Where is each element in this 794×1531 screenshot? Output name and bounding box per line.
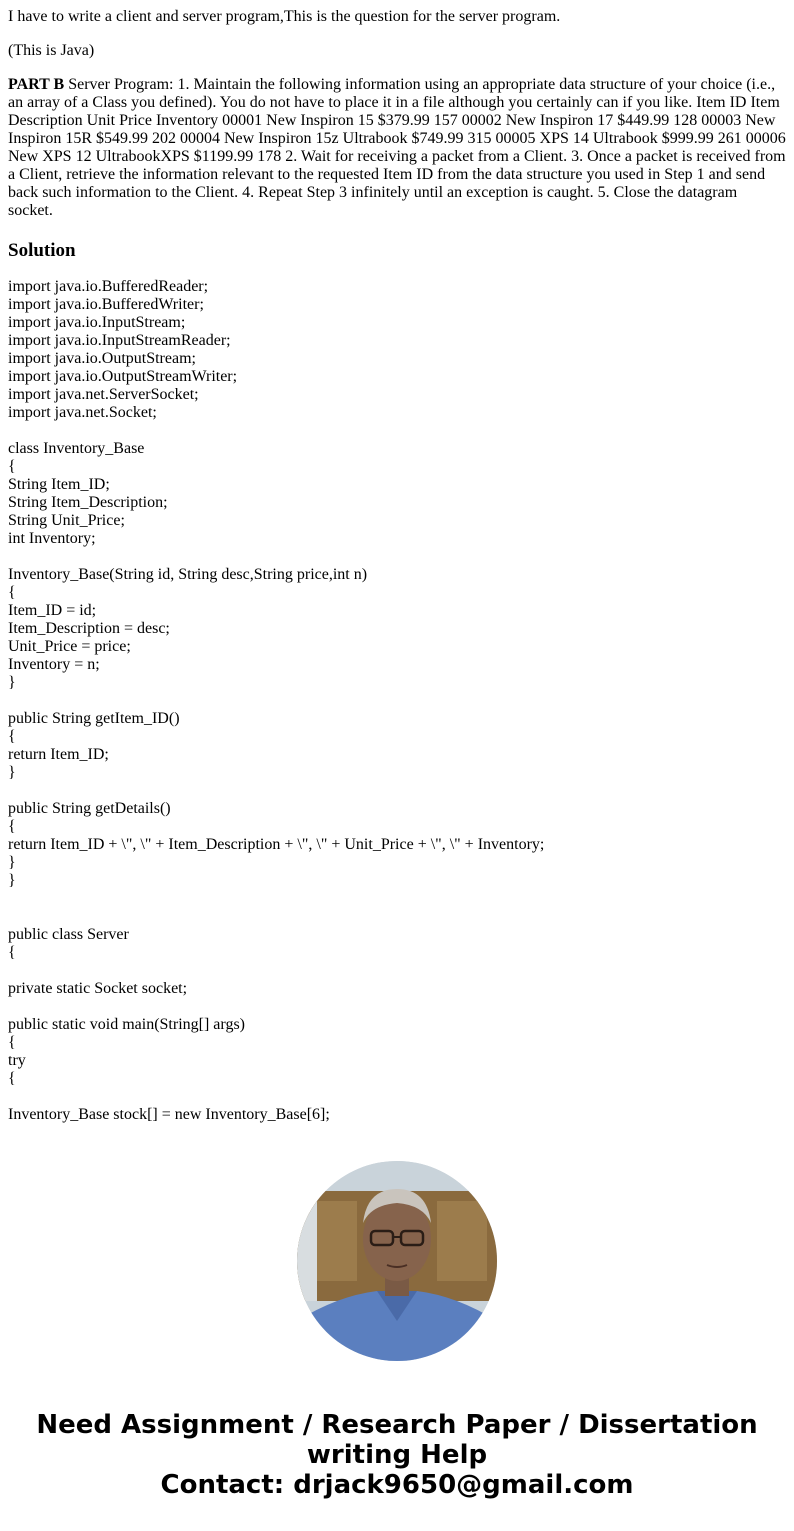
- code-line: import java.net.Socket;: [8, 404, 157, 421]
- code-line: return Item_ID + \", \" + Item_Description + \", \" + Unit_Price + \", \" + Inventory;: [8, 836, 545, 853]
- solution-heading: Solution: [8, 240, 76, 261]
- code-line: return Item_ID;: [8, 746, 109, 763]
- code-line: import java.io.OutputStreamWriter;: [8, 368, 238, 385]
- promo-contact: Contact: drjack9650@gmail.com: [160, 1470, 634, 1500]
- code-line: class Inventory_Base: [8, 440, 145, 457]
- code-line: }: [8, 872, 16, 889]
- part-label: PART B: [8, 76, 65, 93]
- code-line: try: [8, 1052, 26, 1069]
- code-blank-line: [8, 548, 786, 566]
- code-line: Inventory_Base(String id, String desc,String price,int n): [8, 566, 368, 583]
- code-line: {: [8, 458, 16, 475]
- code-line: String Item_Description;: [8, 494, 168, 511]
- code-line: int Inventory;: [8, 530, 96, 547]
- code-line: import java.io.BufferedWriter;: [8, 296, 204, 313]
- code-blank-line: [8, 890, 786, 908]
- code-blank-line: [8, 692, 786, 710]
- code-line: import java.io.OutputStream;: [8, 350, 196, 367]
- author-portrait-image: [297, 1161, 497, 1361]
- code-line: Item_Description = desc;: [8, 620, 170, 637]
- question-intro: I have to write a client and server program,This is the question for the server program.: [8, 8, 561, 25]
- part-text: Server Program: 1. Maintain the following information using an appropriate data structure of your choice (i.e., an array of a Class you defined). You do not have to place it in a file although you certainly can if you like. Item ID Item Description Unit Price Inventory 00001 New Inspiron 15 $379.99 157 00002 New Inspiron 17 $449.99 128 00003 New Inspiron 15R $549.99 202 00004 New Inspiron 15z Ultrabook $749.99 315 00005 XPS 14 Ultrabook $999.99 261 00006 New XPS 12 UltrabookXPS $1199.99 178 2. Wait for receiving a packet from a Client. 3. Once a packet is received from a Client, retrieve the information relevant to the requested Item ID from the data structure you used in Step 1 and send back such information to the Client. 4. Repeat Step 3 infinitely until an exception is caught. 5. Close the datagram socket.: [8, 76, 786, 219]
- code-blank-line: [8, 962, 786, 980]
- code-line: {: [8, 944, 16, 961]
- code-blank-line: [8, 998, 786, 1016]
- promo-line-1: Need Assignment / Research Paper / Dissertation: [36, 1410, 758, 1440]
- author-avatar: [297, 1161, 497, 1361]
- code-line: import java.io.BufferedReader;: [8, 278, 209, 295]
- code-line: Item_ID = id;: [8, 602, 97, 619]
- code-line: {: [8, 728, 16, 745]
- code-line: import java.io.InputStream;: [8, 314, 186, 331]
- code-line: public static void main(String[] args): [8, 1016, 245, 1033]
- promo-footer: [0, 1410, 794, 1500]
- code-line: public String getDetails(): [8, 800, 171, 817]
- code-blank-line: [8, 908, 786, 926]
- code-line: }: [8, 764, 16, 781]
- code-blank-line: [8, 782, 786, 800]
- promo-line-2: writing Help: [306, 1440, 488, 1470]
- code-line: {: [8, 818, 16, 835]
- code-blank-line: [8, 1088, 786, 1106]
- question-body: [8, 76, 786, 220]
- code-line: {: [8, 1034, 16, 1051]
- solution-code: [8, 278, 786, 1124]
- code-line: public class Server: [8, 926, 129, 943]
- code-line: import java.net.ServerSocket;: [8, 386, 199, 403]
- code-line: String Item_ID;: [8, 476, 110, 493]
- document-page: [0, 8, 794, 1124]
- code-line: import java.io.InputStreamReader;: [8, 332, 231, 349]
- question-language-note: (This is Java): [8, 42, 95, 59]
- code-line: public String getItem_ID(): [8, 710, 180, 727]
- code-line: {: [8, 1070, 16, 1087]
- code-line: }: [8, 674, 16, 691]
- code-line: String Unit_Price;: [8, 512, 125, 529]
- code-line: {: [8, 584, 16, 601]
- code-line: private static Socket socket;: [8, 980, 188, 997]
- code-line: Inventory = n;: [8, 656, 100, 673]
- code-blank-line: [8, 422, 786, 440]
- code-line: }: [8, 854, 16, 871]
- code-line: Unit_Price = price;: [8, 638, 131, 655]
- code-line: Inventory_Base stock[] = new Inventory_Base[6];: [8, 1106, 330, 1123]
